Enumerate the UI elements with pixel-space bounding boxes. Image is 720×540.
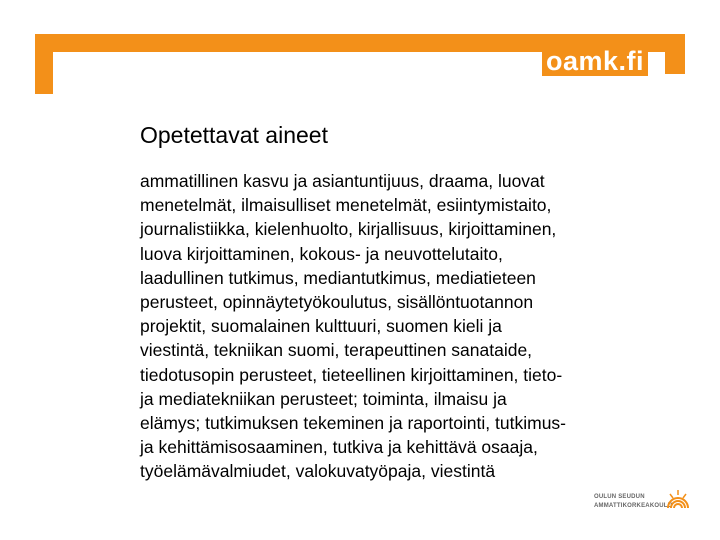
slide-title: Opetettavat aineet [140,122,328,148]
sunrise-logo-icon [664,486,692,514]
brand-logo-text: oamk.fi [542,46,648,76]
body-line: laadullinen tutkimus, mediantutkimus, mediatieteen [140,267,536,288]
body-line: perusteet, opinnäytetyökoulutus, sisällöntuotannon [140,292,534,313]
body-line: viestintä, tekniikan suomi, terapeuttinen sanataide, [140,340,533,361]
body-line: ammatillinen kasvu ja asiantuntijuus, draama, luovat [140,171,545,191]
body-line: elämys; tutkimuksen tekeminen ja raportointi, tutkimus- [140,413,566,434]
body-line: menetelmät, ilmaisulliset menetelmät, esiintymistaito, [140,195,552,216]
body-line: journalistiikka, kielenhuolto, kirjallisuus, kirjoittaminen, [140,219,557,240]
logo-line-2: AMMATTIKORKEAKOULU [594,503,673,509]
header-frame-right [665,34,685,56]
institution-logo [594,486,694,522]
body-line: ja mediatekniikan perusteet; toiminta, ilmaisu ja [140,388,507,409]
body-line: luova kirjoittaminen, kokous- ja neuvottelutaito, [140,243,503,264]
header-frame-left [35,34,53,94]
logo-line-1: OULUN SEUDUN [594,494,645,500]
slide-body [140,169,640,484]
body-line: ja kehittämisosaaminen, tutkiva ja kehittävä osaaja, [140,437,538,458]
body-line: työelämävalmiudet, valokuvatyöpaja, viestintä [140,461,496,482]
body-line: tiedotusopin perusteet, tieteellinen kirjoittaminen, tieto- [140,364,563,385]
body-line: projektit, suomalainen kulttuuri, suomen kieli ja [140,316,502,337]
